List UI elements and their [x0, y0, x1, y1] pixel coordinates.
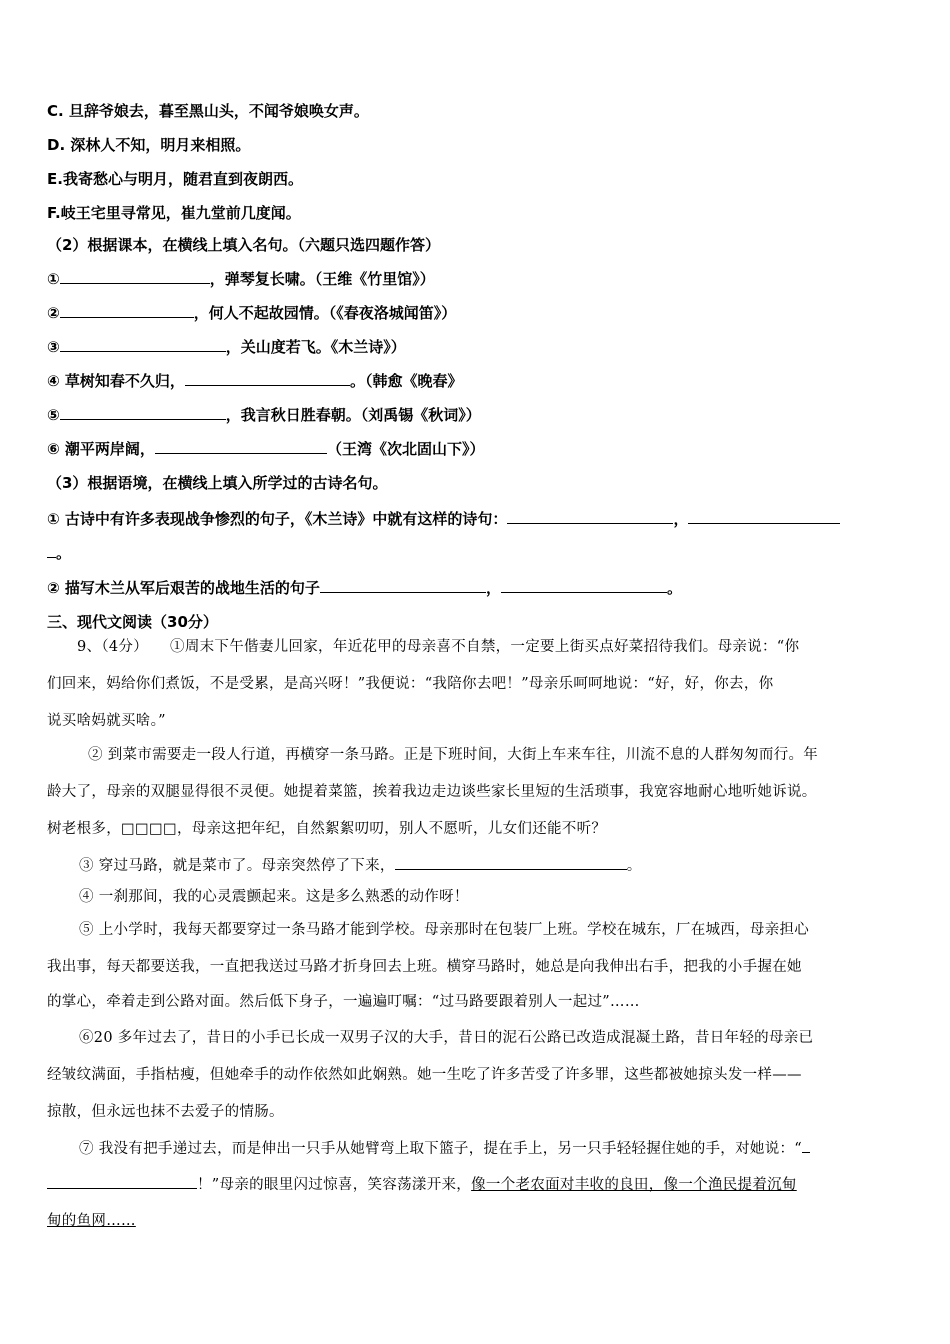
option-c: C. 旦辞爷娘去，暮至黑山头，不闻爷娘唤女声。: [47, 102, 369, 120]
paragraph-1-line-1: ①周末下午偕妻儿回家，年近花甲的母亲喜不自禁，一定要上街买点好菜招待我们。母亲说：“你: [170, 639, 800, 655]
paragraph-line: [79, 855, 642, 876]
paragraph-line: [47, 1174, 797, 1195]
q2-item-1-post: ，弹琴复长啸。（王维《竹里馆》）: [209, 270, 435, 288]
paragraph-line: 的掌心，牵着走到公路对面。然后低下身子，一遍遍叮嘱：“过马路要跟着别人一起过”……: [47, 994, 640, 1010]
q2-item-1-pre: ①: [47, 270, 60, 288]
q3-item-1: [47, 509, 840, 529]
q2-item-4: [47, 371, 462, 391]
q3-item-2: [47, 578, 682, 598]
paragraph-line: ② 到菜市需要走一段人行道，再横穿一条马路。正是下班时间，大街上车来车往，川流不息的人群匆匆而行。年: [88, 747, 819, 763]
q3-item-2-mid: ，: [485, 579, 501, 597]
q2-item-6-pre: ⑥ 潮平两岸阔，: [47, 440, 155, 458]
underlined-simile-end: 甸的鱼网……: [47, 1213, 136, 1229]
answer-blank[interactable]: [60, 303, 194, 318]
answer-blank[interactable]: [60, 269, 210, 284]
q2-item-4-post: 。（韩愈《晚春》: [349, 372, 463, 390]
q2-item-2-post: ，何人不起故园情。（《春夜洛城闻笛》）: [193, 304, 457, 322]
q2-item-3-post: ，关山度若飞。《木兰诗》）: [225, 338, 406, 356]
q2-title: （2）根据课本，在横线上填入名句。（六题只选四题作答）: [47, 236, 440, 254]
answer-blank[interactable]: [688, 509, 840, 524]
option-d: D. 深林人不知，明月来相照。: [47, 136, 251, 154]
option-e: E.我寄愁心与明月，随君直到夜朗西。: [47, 170, 303, 188]
answer-blank[interactable]: [320, 578, 486, 593]
paragraph-7-cont: ！”母亲的眼里闪过惊喜，笑容荡漾开来，: [197, 1177, 472, 1193]
answer-blank[interactable]: [802, 1138, 810, 1153]
paragraph-line: [77, 637, 799, 657]
paragraph-line: ⑤ 上小学时，我每天都要穿过一条马路才能到学校。母亲那时在包装厂上班。学校在城东，厂在城西，母亲担心: [79, 922, 810, 938]
paragraph-line: 掠散，但永远也抹不去爱子的情肠。: [47, 1104, 284, 1120]
q2-item-3-pre: ③: [47, 338, 60, 356]
section-heading: 三、现代文阅读（30分）: [47, 613, 218, 631]
q2-item-2: [47, 303, 456, 323]
q2-item-2-pre: ②: [47, 304, 60, 322]
paragraph-line: 经皱纹满面，手指枯瘦，但她牵手的动作依然如此娴熟。她一生吃了许多苦受了许多罪，这些都被她掠头发一样——: [47, 1067, 802, 1083]
q2-item-5-pre: ⑤: [47, 406, 60, 424]
q3-item-2-end: 。: [666, 579, 682, 597]
paragraph-line: [79, 1138, 810, 1159]
paragraph-line: 树老根多，□□□□，母亲这把年纪，自然絮絮叨叨，别人不愿听，儿女们还能不听？: [47, 821, 607, 837]
q3-title: （3）根据语境，在横线上填入所学过的古诗名句。: [47, 474, 388, 492]
q3-item-2-pre: ② 描写木兰从军后艰苦的战地生活的句子: [47, 579, 320, 597]
paragraph-line: 说买啥妈就买啥。”: [47, 713, 166, 729]
q2-item-4-pre: ④ 草树知春不久归，: [47, 372, 185, 390]
q3-item-1-pre: ① 古诗中有许多表现战争惨烈的句子，《木兰诗》中就有这样的诗句：: [47, 510, 508, 528]
q2-item-6-post: （王湾《次北固山下》）: [326, 440, 485, 458]
paragraph-3-text: ③ 穿过马路，就是菜市了。母亲突然停了下来，: [79, 858, 395, 874]
option-f: F.岐王宅里寻常见，崔九堂前几度闻。: [47, 204, 301, 222]
answer-blank[interactable]: [501, 578, 667, 593]
answer-blank[interactable]: [60, 405, 226, 420]
paragraph-line: 们回来，妈给你们煮饭，不是受累，是高兴呀！”我便说：“我陪你去吧！”母亲乐呵呵地说：“好，好，你去，你: [47, 676, 774, 692]
paragraph-line: 龄大了，母亲的双腿显得很不灵便。她提着菜篮，挨着我边走边谈些家长里短的生活琐事，我宽容地耐心地听她诉说。: [47, 784, 817, 800]
answer-blank[interactable]: [47, 543, 56, 558]
answer-blank[interactable]: [47, 1174, 197, 1189]
answer-blank[interactable]: [395, 855, 627, 870]
q2-item-6: [47, 439, 484, 459]
q3-item-1-end: 。: [56, 544, 72, 562]
q3-item-1-mid: ，: [673, 510, 689, 528]
q2-item-5-post: ，我言秋日胜春朝。（刘禹锡《秋词》）: [225, 406, 481, 424]
underlined-simile: 像一个老农面对丰收的良田，像一个渔民提着沉甸: [471, 1177, 797, 1193]
answer-blank[interactable]: [507, 509, 673, 524]
q2-item-5: [47, 405, 481, 425]
q3-item-1-cont: [47, 543, 71, 563]
q2-item-1: [47, 269, 435, 289]
answer-blank[interactable]: [155, 439, 327, 454]
paragraph-line: ⑥20 多年过去了，昔日的小手已长成一双男子汉的大手，昔日的泥石公路已改造成混凝土路，昔日年轻的母亲已: [79, 1030, 814, 1046]
q2-item-3: [47, 337, 406, 357]
paragraph-line: ④ 一刹那间，我的心灵震颤起来。这是多么熟悉的动作呀！: [79, 889, 469, 905]
question-label: 9、（4分）: [77, 639, 149, 655]
paragraph-7-text: ⑦ 我没有把手递过去，而是伸出一只手从她臂弯上取下篮子，提在手上，另一只手轻轻握住她的手，对她说：“: [79, 1141, 803, 1157]
paragraph-line: 我出事，每天都要送我，一直把我送过马路才折身回去上班。横穿马路时，她总是向我伸出右手，把我的小手握在她: [47, 959, 802, 975]
answer-blank[interactable]: [185, 371, 350, 386]
paragraph-3-end: 。: [626, 858, 642, 874]
answer-blank[interactable]: [60, 337, 226, 352]
